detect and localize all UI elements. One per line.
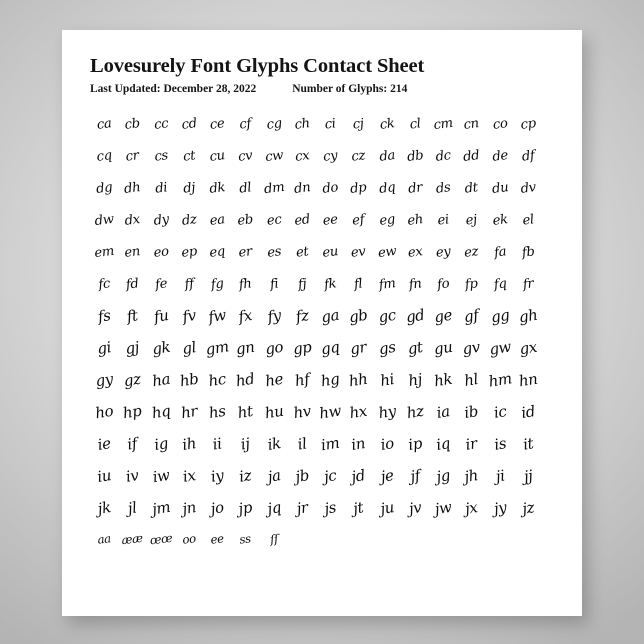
glyph-cell: dp [349,179,368,196]
glyph-cell: is [492,433,507,453]
glyph-cell: et [294,243,309,260]
glyph-cell: jy [492,497,508,517]
glyph-cell: fo [436,275,451,292]
glyph-cell: dc [434,147,452,164]
glyph-cell: it [521,433,535,453]
glyph-cell: jk [96,497,112,517]
glyph-cell: cx [293,147,310,164]
glyph-cell: gd [404,304,426,326]
glyph-cell: fz [294,305,310,325]
glyph-cell: do [321,179,339,196]
glyph-cell: gs [376,336,397,358]
glyph-cell: gp [291,336,313,358]
glyph-cell: fp [464,275,479,292]
last-updated-label: Last Updated: December 28, 2022 [90,82,257,95]
glyph-cell: dl [238,179,253,196]
glyph-cell: ih [180,433,197,453]
glyph-cell: in [350,433,367,453]
glyph-cell: es [265,243,282,260]
glyph-cell: cq [95,147,113,164]
glyph-cell: io [378,433,395,453]
glyph-cell: hi [378,369,395,389]
glyph-cell: fq [492,275,507,292]
glyph-cell: fj [296,275,307,292]
glyph-cell: cl [408,115,422,132]
glyph-cell: fu [152,305,170,326]
glyph-cell: iz [238,465,253,485]
glyph-cell: cz [350,147,367,164]
glyph-cell: gi [95,337,113,357]
glyph-cell: cc [152,115,169,132]
glyph-cell: hr [179,400,199,422]
glyph-cell: da [377,147,396,164]
glyph-cell: fy [265,305,282,325]
glyph-cell: hp [121,400,143,422]
glyph-cell: gt [406,336,424,358]
poster-content [62,30,582,616]
glyph-cell: em [93,242,115,261]
glyph-cell: ig [152,433,169,453]
glyph-cell: cm [432,114,454,133]
glyph-cell: gc [376,304,397,326]
glyph-cell: ci [323,115,337,132]
page-title: Lovesurely Font Glyphs Contact Sheet [90,55,425,77]
glyph-cell: ck [378,115,395,132]
glyph-cell: dg [95,179,114,196]
glyph-cell: eh [406,211,424,228]
glyph-cell: gm [204,336,230,358]
glyph-cell: ii [211,433,223,453]
glyph-cell: if [126,433,139,453]
glyph-cell: ez [463,243,480,260]
glyph-cell: gy [94,368,114,390]
glyph-cell: dk [208,179,226,196]
glyph-cell: dq [377,179,396,196]
glyph-cell: cn [462,115,480,132]
glyph-cell: jz [520,497,536,517]
glyph-cell: gh [517,304,539,326]
glyph-cell: dd [462,147,481,164]
glyph-cell: js [322,497,338,517]
glyph-cell: ju [378,497,395,517]
glyph-cell: ep [180,243,198,260]
glyph-cell: ik [265,433,282,453]
glyph-cell: hm [486,368,513,390]
glyph-cell: ex [406,243,423,260]
glyph-cell: jn [180,497,197,517]
glyph-cell: go [263,336,284,358]
glyph-cell: ir [464,433,479,453]
glyph-cell: gf [462,305,480,326]
glyph-cell: cb [123,115,141,132]
glyph-cell: eg [378,211,396,228]
glyph-cell: fl [353,275,364,292]
glyph-cell: ja [265,465,282,485]
glyph-cell: en [123,243,142,260]
glyph-cell: fs [96,305,112,325]
glyph-cell: ip [406,433,423,453]
glyph-cell: jt [351,497,365,517]
glyph-cell: fa [492,243,507,260]
glyph-cell: hz [405,400,425,422]
glyph-cell: ed [293,211,311,228]
glyph-cell: ee [321,211,339,228]
glyph-cell: cf [238,115,252,132]
glyph-cell: er [237,243,253,260]
glyph-cell: hx [348,400,369,422]
glyph-cell: jh [463,465,480,485]
glyph-cell: hb [178,368,200,390]
glyph-cell: hl [463,369,480,389]
glyph-cell: ca [95,115,113,132]
glyph-cell: jj [522,465,534,485]
glyph-cell: ft [125,305,140,325]
glyph-cell: iw [150,464,171,486]
glyph-cell: db [405,147,424,164]
glyph-cell: jl [126,497,138,517]
glyph-cell: dx [123,211,141,228]
glyph-cell: ff [183,275,195,292]
glyph-cell: eq [208,243,226,260]
glyph-cell: ga [319,304,341,326]
poster-subheading [90,83,556,95]
glyph-cell: ec [265,211,282,228]
glyph-cell: el [521,211,535,228]
glyph-cell: gx [517,336,538,358]
glyph-cell: hs [207,400,227,422]
glyph-cell: he [263,368,284,390]
glyph-cell: dy [152,211,170,228]
glyph-cell: jo [209,497,225,517]
glyph-count-label: Number of Glyphs: 214 [292,82,408,95]
glyph-cell: iq [434,433,452,453]
glyph-cell: hh [347,368,369,390]
glyph-cell: jq [265,497,282,517]
glyph-cell: fg [209,275,225,292]
glyph-cell: gj [124,337,141,357]
glyph-cell: di [153,179,168,196]
glyph-cell: dv [519,179,537,196]
glyph-cell: ev [350,243,367,260]
glyph-cell: dm [262,178,285,197]
glyph-cell: hf [293,369,311,390]
glyph-cell: ib [463,401,480,421]
ligature-cell: ss [238,531,252,547]
glyph-cell: il [296,433,308,453]
glyph-cell: dw [93,210,115,229]
glyph-cell: ct [182,147,196,164]
glyph-cell: fw [206,304,228,326]
glyph-cell: hc [207,368,227,390]
ligature-cell: ee [209,531,225,547]
glyph-cell: ea [208,211,226,228]
glyph-cell: jg [434,465,452,485]
glyph-cell: gn [234,336,256,358]
glyph-cell: im [319,432,341,454]
glyph-cell: fk [323,275,338,292]
glyph-cell: dt [464,179,479,196]
glyph-cell: eu [321,243,339,260]
glyph-cell: iu [95,465,113,485]
glyph-cell: gl [180,337,197,357]
glyph-cell: gk [150,336,171,358]
glyph-cell: gq [319,336,341,358]
glyph-cell: jf [408,465,421,485]
glyph-cell: fm [377,275,396,292]
glyph-cell: fx [237,305,254,325]
glyph-cell: du [490,179,509,196]
glyph-cell: hd [234,368,256,390]
glyph-cell: hy [376,400,397,422]
glyph-cell: ej [464,211,478,228]
glyph-cell: fn [407,275,423,292]
glyph-cell: ic [492,401,508,421]
glyph-cell: de [491,147,509,164]
glyph-cell: jm [150,496,171,518]
glyph-cell: jx [463,497,479,517]
glyph-cell: ch [293,115,311,132]
glyph-cell: hw [317,400,343,422]
glyph-cell: hn [517,368,539,390]
glyph-cell: cv [237,147,254,164]
glyph-cell: ew [376,242,397,261]
ligature-cell: oo [181,531,197,547]
glyph-cell: cu [208,147,226,164]
glyph-cell: cs [153,147,169,164]
glyph-cell: jp [237,497,254,517]
glyph-cell: dn [292,179,311,196]
glyph-cell: ji [493,465,506,485]
poster-sheet [62,30,582,616]
glyph-cell: iv [124,465,140,485]
glyph-cell: gv [461,336,482,358]
glyph-cell: ha [150,368,171,390]
glyph-cell: fb [520,243,536,260]
glyph-cell: eb [236,211,254,228]
glyph-cell: dj [182,179,196,196]
glyph-cell: gg [489,304,511,326]
ligature-cell: œœ [148,530,173,548]
glyph-cell: jr [294,497,309,517]
glyph-cell: ij [239,433,251,453]
ligature-cell: aa [96,531,112,547]
glyph-cell: je [378,465,395,485]
glyph-cell: ds [435,179,452,196]
glyph-cell: jc [322,465,338,485]
glyph-cell: fc [97,275,111,292]
glyph-cell: gz [122,368,142,390]
glyph-cell: ce [209,115,226,132]
ligature-cell: ææ [120,530,144,548]
glyph-cell: dh [123,179,142,196]
glyph-cell: fd [125,275,140,292]
glyph-cell: co [491,115,508,132]
glyph-cell: gr [348,336,368,358]
glyph-cell: fh [238,275,253,292]
glyph-cell: hk [432,368,454,390]
glyph-cell: dz [180,211,198,228]
glyph-cell: cd [180,115,198,132]
glyph-cell: fv [180,305,197,325]
glyph-cell: fr [521,275,534,292]
glyph-cell: hg [319,368,341,390]
glyph-grid [90,113,542,551]
ligature-cell: ſſ [268,531,279,547]
glyph-cell: id [519,401,536,421]
glyph-cell: gb [347,304,369,326]
glyph-cell: ey [434,243,452,260]
glyph-cell: ho [93,400,115,422]
glyph-cell: hu [262,400,285,422]
glyph-cell: eo [152,243,169,260]
glyph-cell: jb [293,465,310,485]
glyph-cell: jw [433,496,453,518]
glyph-cell: ge [432,304,454,326]
glyph-cell: hj [406,369,423,389]
glyph-cell: hv [291,400,312,422]
glyph-cell: ek [491,211,509,228]
glyph-cell: ei [436,211,450,228]
glyph-cell: iy [209,465,225,485]
glyph-cell: cg [265,115,283,132]
glyph-cell: fi [268,275,279,292]
glyph-cell: dr [407,179,423,196]
glyph-cell: jv [407,497,423,517]
glyph-cell: cr [125,147,140,164]
glyph-cell: ie [96,433,112,453]
glyph-cell: jd [350,465,367,485]
glyph-cell: cw [263,146,284,165]
glyph-cell: cj [352,115,365,132]
glyph-cell: gu [432,336,454,358]
glyph-cell: fe [153,275,168,292]
glyph-cell: ix [181,465,197,485]
glyph-cell: ef [351,211,366,228]
glyph-cell: ia [435,401,451,421]
glyph-cell: cp [519,115,537,132]
glyph-cell: df [520,147,536,164]
glyph-cell: cy [322,147,339,164]
glyph-cell: hq [150,400,172,422]
glyph-cell: ht [236,400,255,422]
glyph-cell: gw [487,336,512,358]
